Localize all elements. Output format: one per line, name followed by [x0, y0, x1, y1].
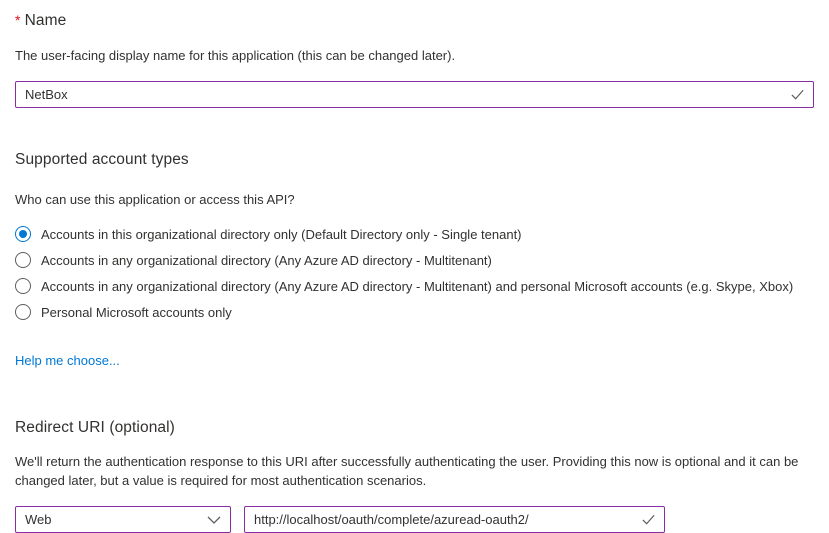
name-input-wrap: [15, 81, 814, 108]
account-types-section: [15, 151, 814, 370]
radio-option-single-tenant[interactable]: [15, 221, 814, 247]
redirect-uri-section: [15, 419, 814, 533]
name-input[interactable]: [15, 81, 814, 108]
redirect-uri-heading: Redirect URI (optional): [15, 419, 175, 436]
radio-button-icon[interactable]: [15, 278, 31, 294]
account-types-heading: Supported account types: [15, 151, 189, 168]
radio-option-multitenant-personal[interactable]: [15, 273, 814, 299]
platform-select[interactable]: [15, 506, 231, 533]
radio-option-multitenant[interactable]: [15, 247, 814, 273]
radio-button-icon[interactable]: [15, 252, 31, 268]
name-label: Name: [24, 12, 67, 29]
redirect-uri-input-wrap: [244, 506, 665, 533]
radio-button-icon[interactable]: [15, 304, 31, 320]
account-types-radio-group: [15, 221, 814, 325]
required-asterisk: *: [15, 12, 21, 28]
help-me-choose-link[interactable]: Help me choose...: [15, 353, 120, 368]
redirect-uri-row: [15, 506, 814, 533]
name-section-heading: [15, 12, 814, 30]
account-types-question: Who can use this application or access this API?: [15, 192, 295, 207]
radio-option-label: Accounts in any organizational directory (Any Azure AD directory - Multitenant) and personal Microsoft accounts (e.g. Skype, Xbox): [41, 278, 794, 294]
radio-option-label: Accounts in this organizational directory only (Default Directory only - Single tenant): [41, 226, 522, 242]
radio-option-personal-only[interactable]: [15, 299, 814, 325]
radio-option-label: Personal Microsoft accounts only: [41, 304, 232, 320]
radio-button-icon[interactable]: [15, 226, 31, 242]
name-description: The user-facing display name for this application (this can be changed later).: [15, 48, 456, 63]
radio-option-label: Accounts in any organizational directory (Any Azure AD directory - Multitenant): [41, 252, 492, 268]
platform-selected-value: Web: [25, 512, 52, 527]
redirect-uri-input[interactable]: [244, 506, 665, 533]
redirect-uri-description: We'll return the authentication response to this URI after successfully authenticating the user. Providing this now is optional and it can be changed later, but a value is required for most authentication scenarios.: [15, 454, 799, 488]
chevron-down-icon: [207, 515, 221, 525]
